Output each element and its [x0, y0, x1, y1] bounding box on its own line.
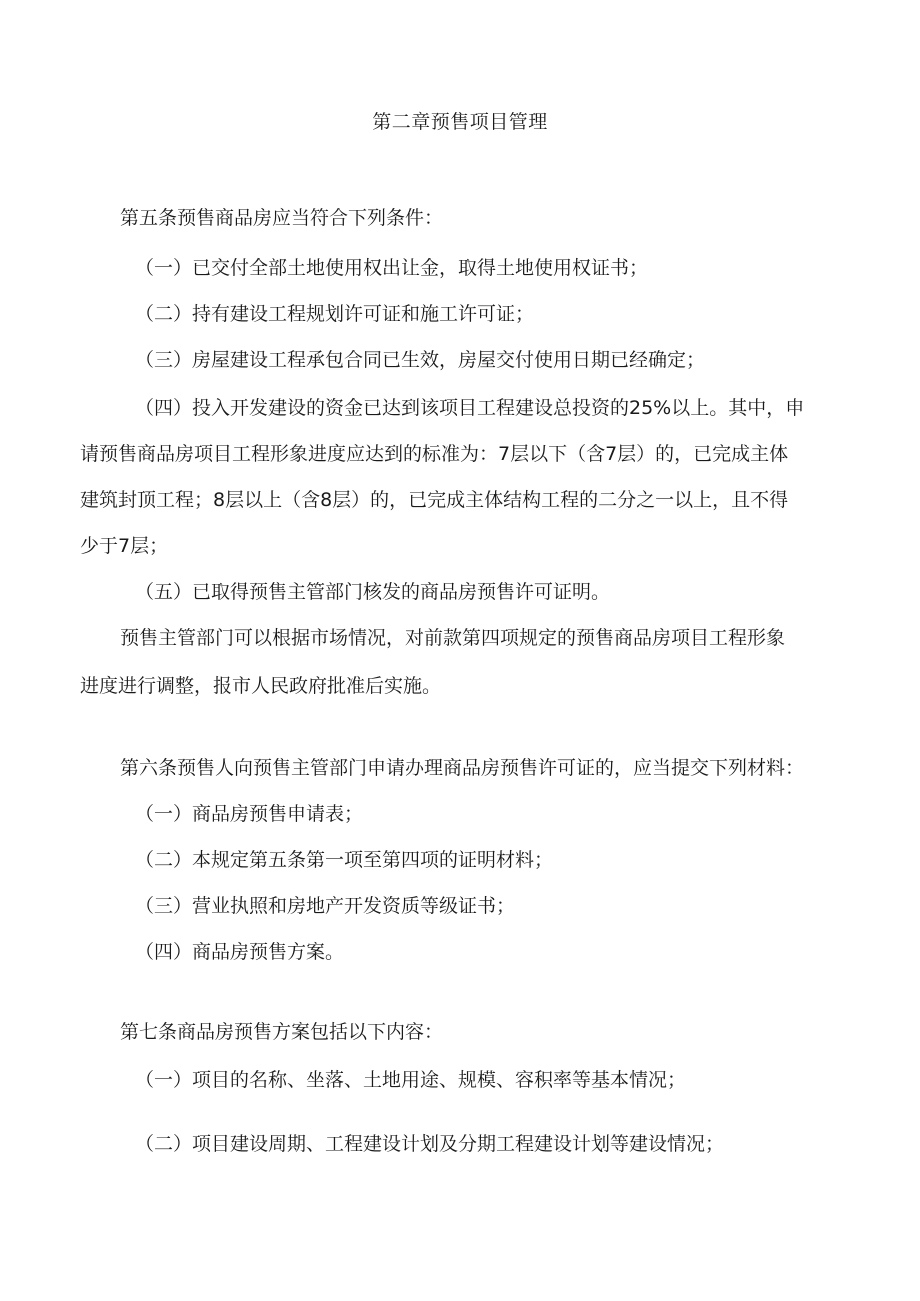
article5-note-line1: 预售主管部门可以根据市场情况，对前款第四项规定的预售商品房项目工程形象	[120, 627, 786, 649]
article5-item3: （三）房屋建设工程承包合同已生效，房屋交付使用日期已经确定；	[135, 349, 706, 371]
article7-item2: （二）项目建设周期、工程建设计划及分期工程建设计划等建设情况；	[135, 1133, 725, 1155]
article7-item1: （一）项目的名称、坐落、土地用途、规模、容积率等基本情况；	[135, 1069, 687, 1091]
article6-item4: （四）商品房预售方案。	[135, 941, 345, 963]
article6-item1: （一）商品房预售申请表；	[135, 803, 364, 825]
article5-item1: （一）已交付全部土地使用权出让金，取得土地使用权证书；	[135, 257, 649, 279]
article6-item3: （三）营业执照和房地产开发资质等级证书；	[135, 895, 516, 917]
article5-item4-line1: （四）投入开发建设的资金已达到该项目工程建设总投资的25%以上。其中，申	[135, 397, 805, 419]
article5-item2: （二）持有建设工程规划许可证和施工许可证；	[135, 303, 535, 325]
chapter-title: 第二章预售项目管理	[372, 111, 548, 133]
article6-heading: 第六条预售人向预售主管部门申请办理商品房预售许可证的，应当提交下列材料：	[120, 757, 805, 779]
article6-item2: （二）本规定第五条第一项至第四项的证明材料；	[135, 849, 554, 871]
article5-item5: （五）已取得预售主管部门核发的商品房预售许可证明。	[135, 581, 611, 603]
article5-item4-line2: 请预售商品房项目工程形象进度应达到的标准为：7层以下（含7层）的，已完成主体	[80, 443, 789, 465]
article5-note-line2: 进度进行调整，报市人民政府批准后实施。	[80, 675, 442, 697]
article5-item4-line4: 少于7层；	[80, 535, 169, 557]
article5-heading: 第五条预售商品房应当符合下列条件：	[120, 207, 444, 229]
article7-heading: 第七条商品房预售方案包括以下内容：	[120, 1021, 444, 1043]
article5-item4-line3: 建筑封顶工程；8层以上（含8层）的，已完成主体结构工程的二分之一以上，且不得	[80, 489, 789, 511]
